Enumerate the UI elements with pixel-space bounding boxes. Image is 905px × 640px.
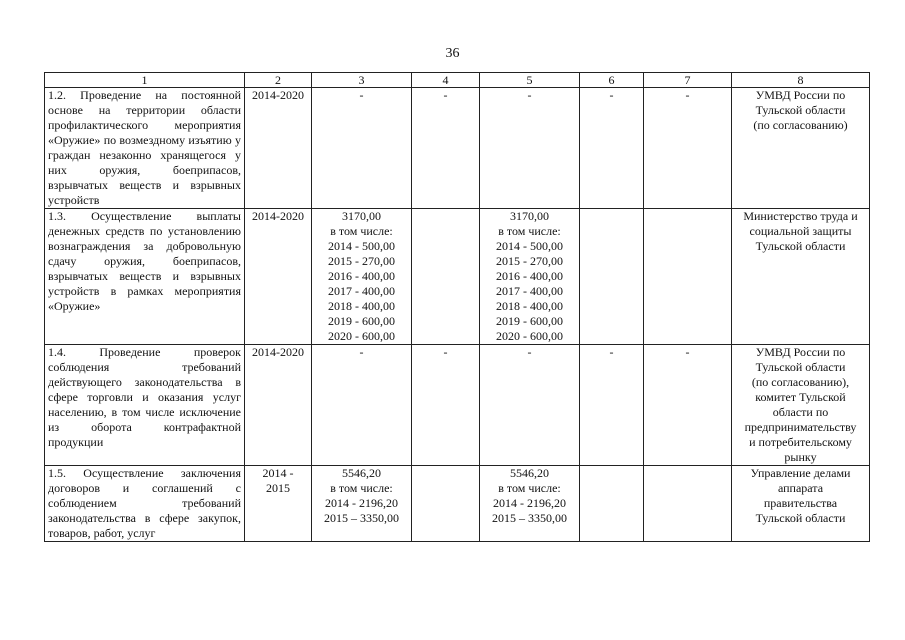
column-header: 8 [732, 73, 870, 88]
responsible-line: (по согласованию) [753, 118, 848, 132]
funding-cell-6 [580, 209, 644, 345]
funding-cell-4: - [412, 88, 480, 209]
responsible-line: комитет Тульской [755, 390, 846, 404]
measure-name: 1.4. Проведение проверок соблюдения требований действующего законодательства в сфере торговли и оказания услуг населению, в том числе исключение из оборота контрафактной продукции [45, 345, 245, 466]
funding-line: 2019 - 600,00 [496, 314, 563, 328]
responsible-line: Управление делами [750, 466, 851, 480]
funding-line: 2019 - 600,00 [328, 314, 395, 328]
table-row [45, 466, 870, 542]
funding-line: в том числе: [498, 481, 561, 495]
responsible-cell [732, 88, 870, 209]
period-cell: 2014-2020 [245, 345, 312, 466]
period-cell [245, 466, 312, 542]
responsible-line: (по согласованию), [751, 375, 850, 389]
measure-name: 1.5. Осуществление заключения договоров и соглашений с соблюдением требований законодательства в сфере закупок, товаров, работ, услуг [45, 466, 245, 542]
period-cell: 2014-2020 [245, 88, 312, 209]
funding-line: 2014 - 500,00 [496, 239, 563, 253]
column-header: 7 [644, 73, 732, 88]
funding-line: 2020 - 600,00 [496, 329, 563, 343]
responsible-line: Министерство труда и [743, 209, 858, 223]
funding-line: в том числе: [330, 481, 393, 495]
funding-line: 3170,00 [342, 209, 381, 223]
funding-line: 5546,20 [510, 466, 549, 480]
funding-line: 2016 - 400,00 [328, 269, 395, 283]
regional-funding-cell: - [480, 345, 580, 466]
funding-line: 2015 – 3350,00 [492, 511, 567, 525]
column-header: 5 [480, 73, 580, 88]
regional-funding-cell [480, 466, 580, 542]
measure-name: 1.3. Осуществление выплаты денежных средств по установлению вознаграждения за добровольную сдачу оружия, боеприпасов, взрывчатых веществ и взрывных устройств в рамках мероприятия «Оружие» [45, 209, 245, 345]
responsible-cell [732, 466, 870, 542]
total-funding-cell [312, 466, 412, 542]
funding-cell-6: - [580, 88, 644, 209]
period-line: 2014 - [262, 466, 294, 480]
funding-line: 2014 - 2196,20 [493, 496, 566, 510]
responsible-line: Тульской области [755, 103, 846, 117]
measures-table [44, 72, 870, 542]
total-funding-cell [312, 209, 412, 345]
funding-cell-6: - [580, 345, 644, 466]
total-funding-cell: - [312, 88, 412, 209]
column-header: 4 [412, 73, 480, 88]
responsible-line: Тульской области [755, 239, 846, 253]
funding-line: 2015 - 270,00 [496, 254, 563, 268]
responsible-line: УМВД России по [755, 345, 846, 359]
column-header: 3 [312, 73, 412, 88]
period-cell: 2014-2020 [245, 209, 312, 345]
responsible-line: Тульской области [755, 360, 846, 374]
responsible-line: и потребительскому [749, 435, 852, 449]
column-header: 2 [245, 73, 312, 88]
funding-cell-4 [412, 466, 480, 542]
period-line: 2015 [266, 481, 290, 495]
funding-line: 2015 – 3350,00 [324, 511, 399, 525]
funding-cell-6 [580, 466, 644, 542]
column-header: 1 [45, 73, 245, 88]
column-header: 6 [580, 73, 644, 88]
responsible-line: предпринимательству [744, 420, 857, 434]
responsible-line: УМВД России по [755, 88, 846, 102]
regional-funding-cell [480, 209, 580, 345]
funding-cell-4: - [412, 345, 480, 466]
funding-line: в том числе: [498, 224, 561, 238]
page-number: 36 [445, 46, 460, 61]
responsible-cell [732, 209, 870, 345]
funding-cell-4 [412, 209, 480, 345]
funding-line: 2018 - 400,00 [328, 299, 395, 313]
funding-line: 2020 - 600,00 [328, 329, 395, 343]
responsible-cell [732, 345, 870, 466]
header-row [45, 73, 870, 88]
responsible-line: аппарата [777, 481, 824, 495]
funding-line: 2017 - 400,00 [496, 284, 563, 298]
funding-line: 2014 - 2196,20 [325, 496, 398, 510]
funding-cell-7: - [644, 345, 732, 466]
funding-line: 5546,20 [342, 466, 381, 480]
total-funding-cell: - [312, 345, 412, 466]
funding-cell-7: - [644, 88, 732, 209]
responsible-line: рынку [784, 450, 817, 464]
funding-line: в том числе: [330, 224, 393, 238]
responsible-line: социальной защиты [749, 224, 852, 238]
funding-line: 2018 - 400,00 [496, 299, 563, 313]
table-row [45, 345, 870, 466]
measure-name: 1.2. Проведение на постоянной основе на территории области профилактического мероприятия «Оружие» по возмездному изъятию у граждан незаконно хранящегося у них оружия, боеприпасов, взрывчатых веществ и взрывных устройств [45, 88, 245, 209]
funding-line: 2015 - 270,00 [328, 254, 395, 268]
funding-cell-7 [644, 209, 732, 345]
funding-line: 3170,00 [510, 209, 549, 223]
funding-cell-7 [644, 466, 732, 542]
table-row [45, 88, 870, 209]
responsible-line: правительства [763, 496, 838, 510]
regional-funding-cell: - [480, 88, 580, 209]
funding-line: 2014 - 500,00 [328, 239, 395, 253]
table-row [45, 209, 870, 345]
funding-line: 2017 - 400,00 [328, 284, 395, 298]
responsible-line: Тульской области [755, 511, 846, 525]
responsible-line: области по [772, 405, 829, 419]
funding-line: 2016 - 400,00 [496, 269, 563, 283]
